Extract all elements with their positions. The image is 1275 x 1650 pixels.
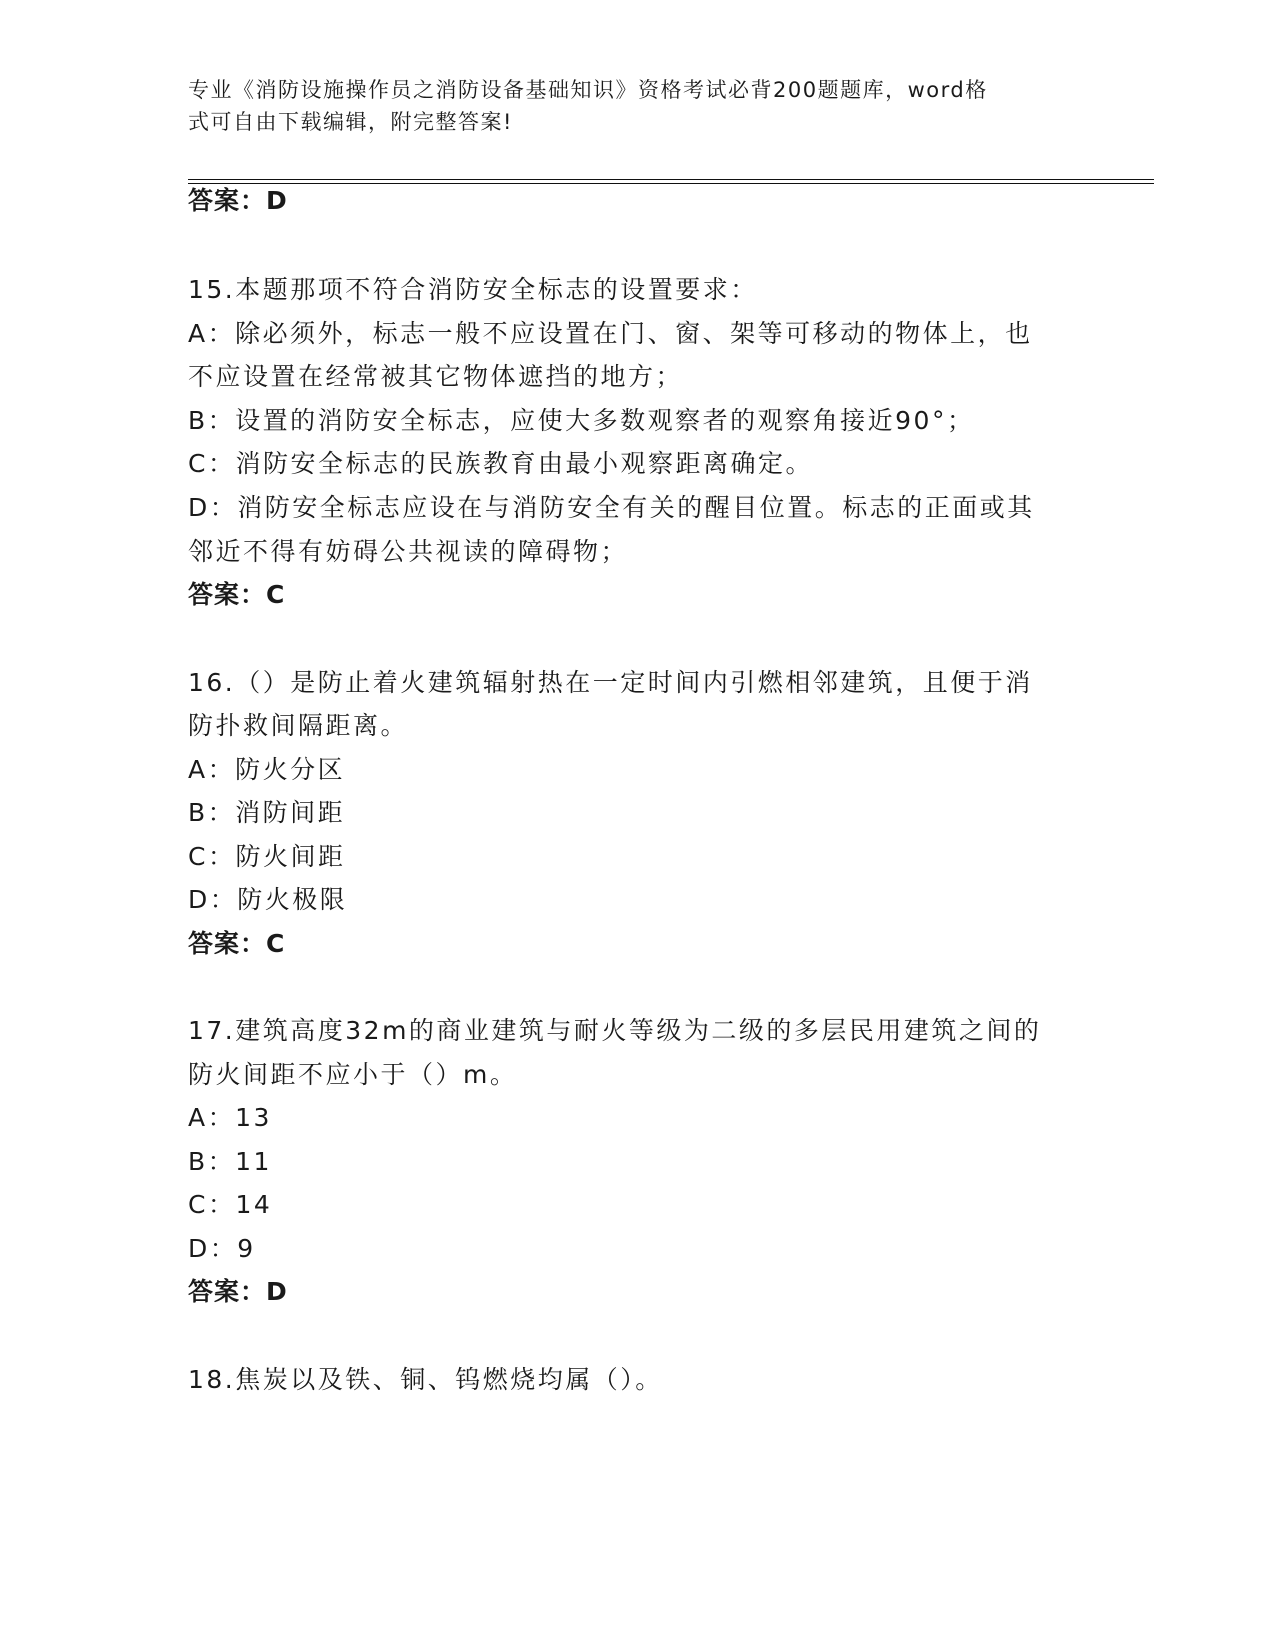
option-c: C：防火间距: [188, 842, 346, 871]
header-rule-bottom: [188, 183, 1154, 184]
option-b: B：11: [188, 1147, 272, 1176]
header-line-2: 式可自由下载编辑，附完整答案!: [188, 110, 513, 134]
previous-answer: 答案：D: [188, 186, 288, 215]
question-stem-continued: 防火间距不应小于（）m。: [188, 1060, 518, 1089]
option-a-continued: 不应设置在经常被其它物体遮挡的地方；: [188, 362, 684, 391]
answer: 答案：C: [188, 580, 286, 609]
option-d: D：9: [188, 1234, 256, 1263]
answer: 答案：C: [188, 929, 286, 958]
answer: 答案：D: [188, 1277, 288, 1306]
option-d-continued: 邻近不得有妨碍公共视读的障碍物；: [188, 537, 629, 566]
option-b: B：消防间距: [188, 798, 346, 827]
option-a: A：防火分区: [188, 755, 346, 784]
question-stem-continued: 防扑救间隔距离。: [188, 711, 409, 740]
option-d: D：消防安全标志应设在与消防安全有关的醒目位置。标志的正面或其: [188, 493, 1035, 522]
question-stem: 16.（）是防止着火建筑辐射热在一定时间内引燃相邻建筑，且便于消: [188, 668, 1033, 697]
option-a: A：除必须外，标志一般不应设置在门、窗、架等可移动的物体上，也: [188, 319, 1033, 348]
header-line-1: 专业《消防设施操作员之消防设备基础知识》资格考试必背200题题库，word格: [188, 78, 988, 102]
header-rule-top: [188, 179, 1154, 180]
option-c: C：消防安全标志的民族教育由最小观察距离确定。: [188, 449, 813, 478]
option-c: C：14: [188, 1190, 273, 1219]
question-stem: 15.本题那项不符合消防安全标志的设置要求：: [188, 275, 758, 304]
option-a: A：13: [188, 1103, 272, 1132]
question-stem: 17.建筑高度32m的商业建筑与耐火等级为二级的多层民用建筑之间的: [188, 1016, 1042, 1045]
option-b: B：设置的消防安全标志，应使大多数观察者的观察角接近90°；: [188, 406, 975, 435]
question-stem: 18.焦炭以及铁、铜、钨燃烧均属（）。: [188, 1365, 663, 1394]
page-header: [188, 74, 1088, 138]
option-d: D：防火极限: [188, 885, 348, 914]
